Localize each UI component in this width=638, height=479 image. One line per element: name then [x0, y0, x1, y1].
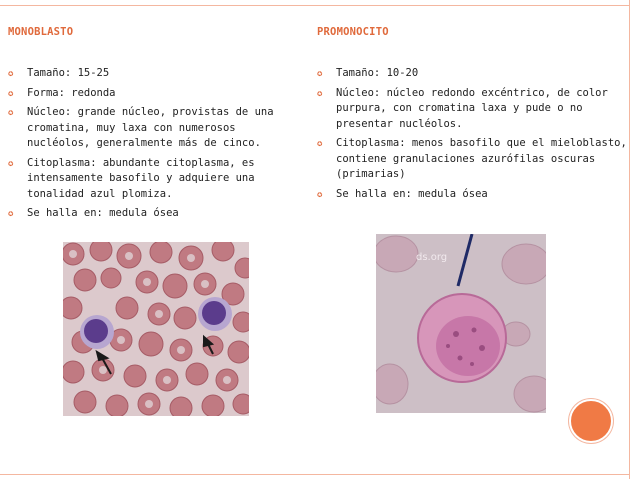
bullet-text: Se halla en: medula ósea [336, 187, 488, 200]
bullet-icon: ✪ [317, 139, 323, 149]
list-item [317, 187, 629, 203]
promonocito-bullet-list [317, 66, 629, 206]
monoblasto-micrograph-image [63, 242, 249, 416]
bullet-text: Núcleo: núcleo redondo excéntrico, de color purpura, con cromatina laxa y pude o no presentar nucléolos. [336, 86, 608, 130]
bullet-text: Forma: redonda [27, 86, 116, 99]
bullet-text: Tamaño: 10-20 [336, 67, 419, 79]
bullet-icon: ✪ [8, 69, 14, 79]
bullet-icon: ✪ [8, 108, 14, 118]
monoblasto-micrograph [63, 242, 249, 416]
bullet-text: Citoplasma: abundante citoplasma, es intensamente basofilo y adquiere una tonalidad azul plomiza. [27, 156, 255, 200]
list-item [8, 105, 303, 152]
promonocito-micrograph-image [376, 234, 546, 413]
watermark-text: ds.org [416, 252, 448, 263]
monoblasto-bullet-list [8, 66, 303, 226]
right-border-line [629, 0, 630, 479]
list-item [317, 66, 629, 82]
bullet-text: Tamaño: 15-25 [27, 67, 110, 79]
monoblasto-title: MONOBLASTO [8, 26, 74, 38]
bullet-text: Se halla en: medula ósea [27, 207, 179, 219]
list-item [8, 66, 303, 82]
promonocito-micrograph [376, 234, 546, 413]
bullet-icon: ✪ [8, 88, 14, 99]
bottom-border-line [0, 474, 630, 475]
list-item [8, 206, 303, 222]
bullet-icon: ✪ [317, 189, 323, 200]
bullet-icon: ✪ [8, 158, 14, 169]
list-item [317, 86, 629, 133]
list-item [8, 86, 303, 102]
bullet-icon: ✪ [317, 88, 323, 99]
bullet-text: Núcleo: grande núcleo, provistas de una cromatina, muy laxa con numerosos nucléolos, generalmente más de cinco. [27, 106, 274, 149]
top-border-line [0, 5, 630, 6]
bullet-icon: ✪ [317, 69, 323, 79]
bullet-text: Citoplasma: menos basofilo que el mieloblasto, contiene granulaciones azurófilas oscuras (primarias) [336, 137, 627, 180]
bullet-icon: ✪ [8, 209, 14, 219]
promonocito-title: PROMONOCITO [317, 26, 389, 38]
list-item [317, 136, 629, 183]
orange-circle-decoration [569, 399, 613, 443]
list-item [8, 156, 303, 203]
